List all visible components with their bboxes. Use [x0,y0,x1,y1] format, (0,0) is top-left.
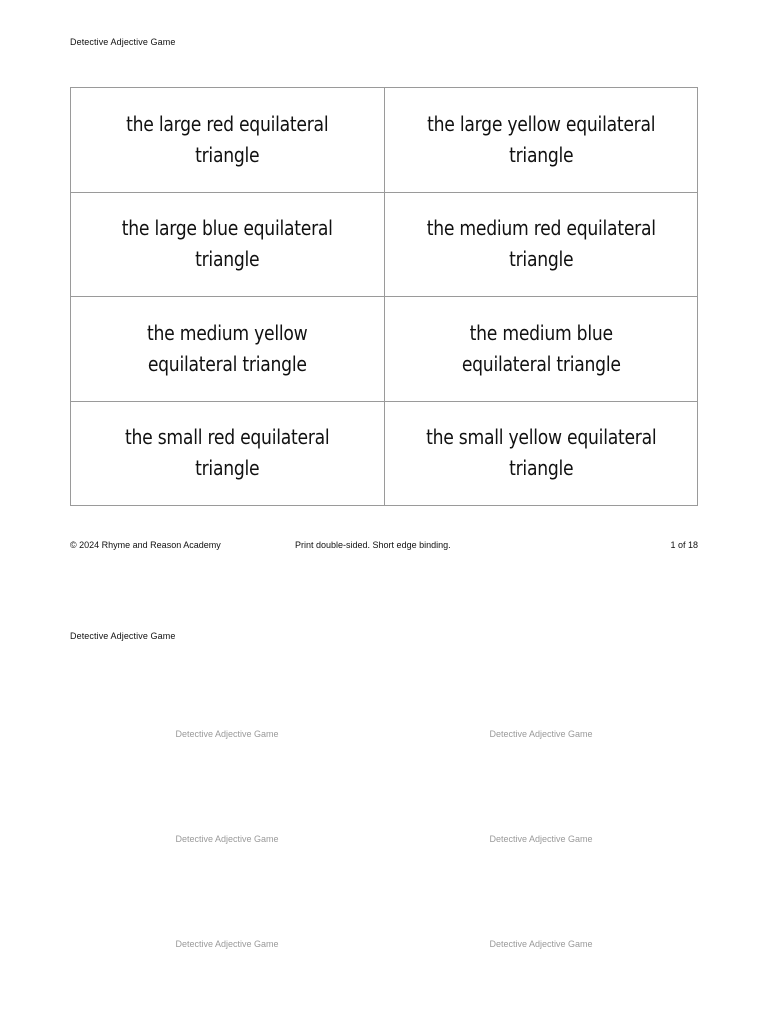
page-header: Detective Adjective Game [70,37,176,47]
card-text: the small yellow equilateral triangle [425,425,656,481]
card-text: the medium blue equilateral triangle [461,320,621,376]
card [71,297,385,402]
card [385,88,699,193]
card-text: the large blue equilateral triangle [121,216,333,272]
page-header: Detective Adjective Game [70,631,176,641]
footer-print-note: Print double-sided. Short edge binding. [295,540,451,550]
card-back-label: Detective Adjective Game [175,939,279,949]
card-text: the small red equilateral triangle [125,425,330,481]
card-text: the medium yellow equilateral triangle [147,320,308,376]
card [385,297,699,402]
card-back-label: Detective Adjective Game [489,729,593,739]
card [385,402,699,507]
card-back-label: Detective Adjective Game [489,834,593,844]
footer-copyright: © 2024 Rhyme and Reason Academy [70,540,221,550]
card-back-label: Detective Adjective Game [489,939,593,949]
card-text: the medium red equilateral triangle [426,216,656,272]
card-back-label: Detective Adjective Game [175,729,279,739]
card [71,193,385,298]
footer-page-number: 1 of 18 [670,540,698,550]
card [71,402,385,507]
card [71,88,385,193]
card-back-label: Detective Adjective Game [175,834,279,844]
card-text: the large yellow equilateral triangle [426,111,655,167]
card-grid [70,87,698,506]
card [385,193,699,298]
card-text: the large red equilateral triangle [126,111,329,167]
